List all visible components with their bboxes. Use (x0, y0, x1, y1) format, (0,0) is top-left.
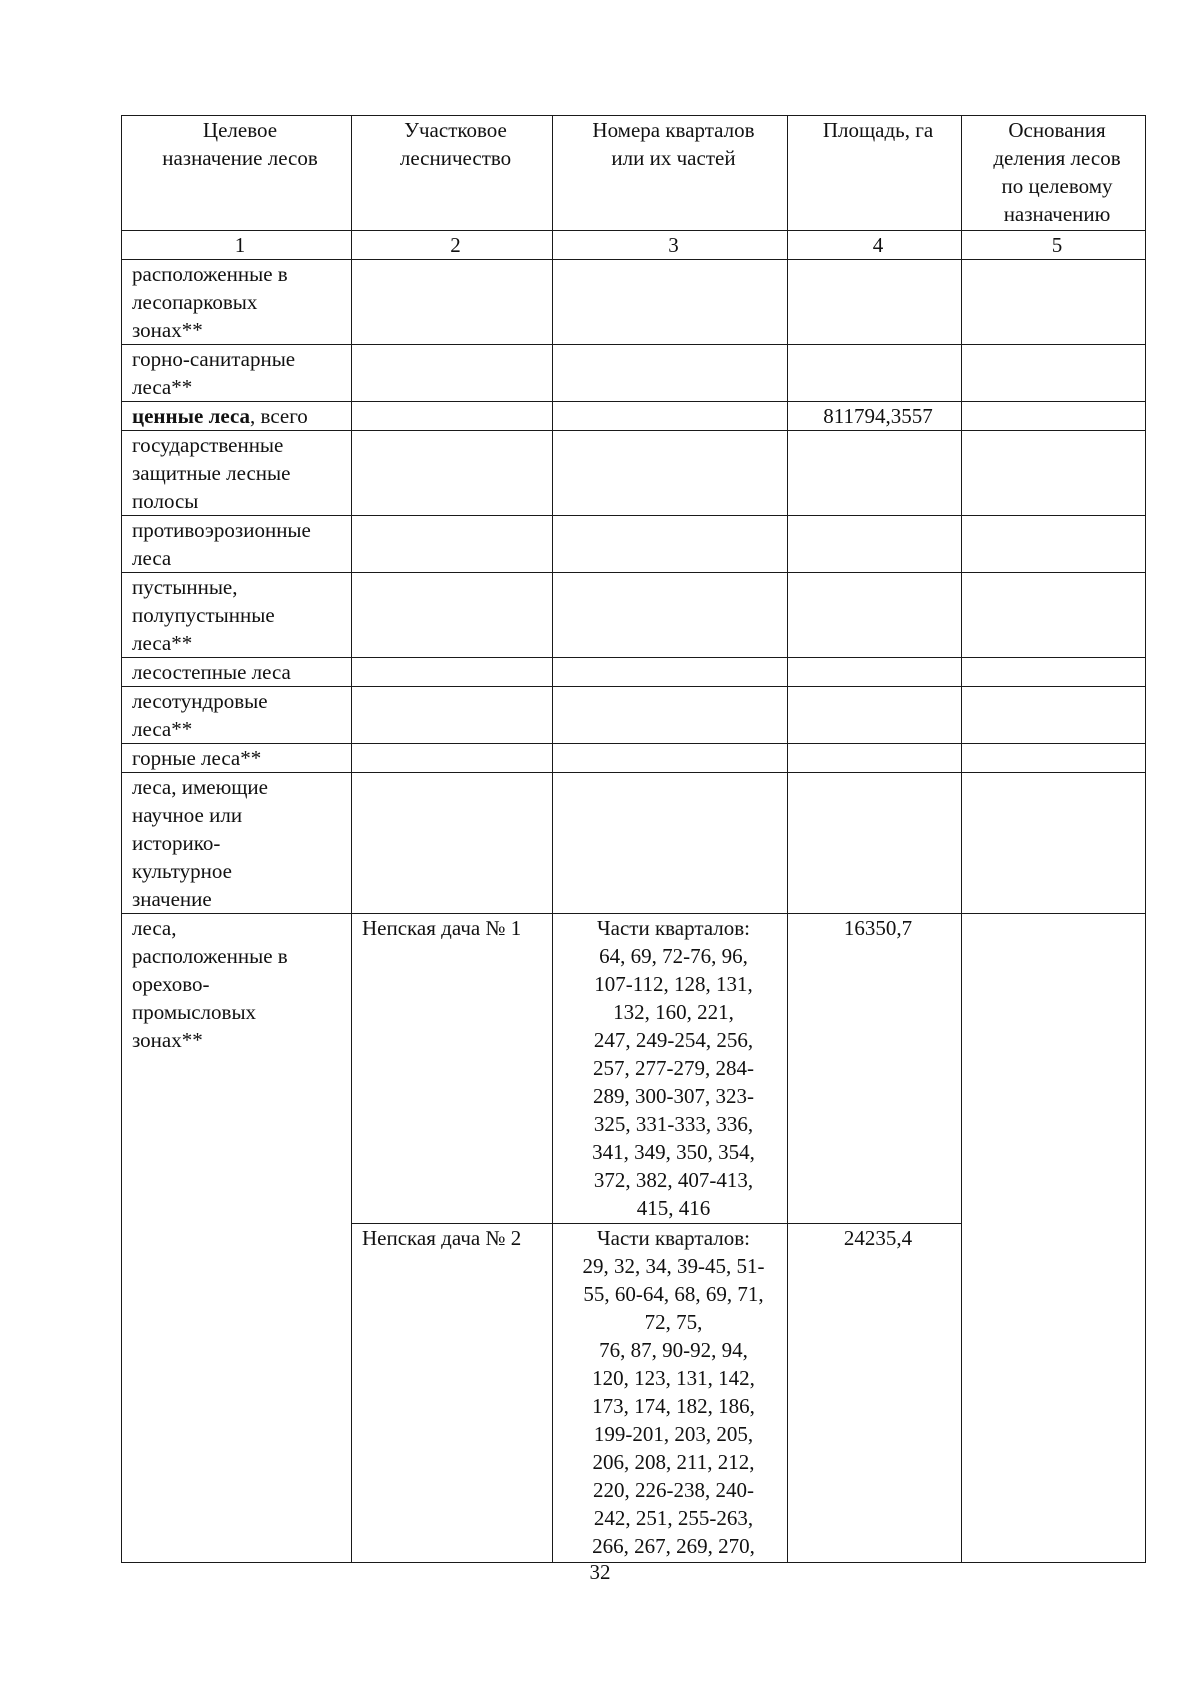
table-row (122, 773, 1146, 914)
table-row (122, 431, 1146, 516)
forestry-cell (352, 260, 553, 345)
basis-cell (962, 345, 1146, 402)
purpose-cell: государственные защитные лесные полосы (122, 431, 352, 516)
forestry-cell (352, 402, 553, 431)
quarters-cell (553, 573, 788, 658)
purpose-cell: горные леса** (122, 744, 352, 773)
column-number: 5 (962, 231, 1146, 260)
quarters-cell (553, 402, 788, 431)
purpose-cell (122, 402, 352, 431)
quarters-cell: Части кварталов: 64, 69, 72-76, 96, 107-112, 128, 131, 132, 160, 221, 247, 249-254, 256, 257, 277-279, 284- 289, 300-307, 323- 325, 331-333, 336, 341, 349, 350, 354, 372, 382, 407-413, 415, 416 (553, 914, 788, 1224)
purpose-bold-label: ценные леса (132, 404, 251, 428)
purpose-cell: пустынные, полупустынные леса** (122, 573, 352, 658)
column-number: 3 (553, 231, 788, 260)
purpose-cell: леса, имеющие научное или историко- культурное значение (122, 773, 352, 914)
column-number: 1 (122, 231, 352, 260)
area-cell: 811794,3557 (788, 402, 962, 431)
page-number: 32 (589, 1560, 611, 1584)
area-cell: 16350,7 (788, 914, 962, 1224)
purpose-cell: лесостепные леса (122, 658, 352, 687)
forestry-cell (352, 573, 553, 658)
basis-cell (962, 773, 1146, 914)
header-quarters: Номера кварталов или их частей (553, 116, 788, 231)
quarters-cell (553, 345, 788, 402)
basis-cell (962, 260, 1146, 345)
header-area: Площадь, га (788, 116, 962, 231)
table-row (122, 345, 1146, 402)
area-cell: 24235,4 (788, 1224, 962, 1563)
forestry-cell (352, 345, 553, 402)
purpose-label-rest: , всего (250, 404, 308, 428)
quarters-cell (553, 516, 788, 573)
forestry-cell (352, 773, 553, 914)
table-row (122, 260, 1146, 345)
forest-purpose-table (121, 115, 1146, 1563)
table-row (122, 914, 1146, 1224)
quarters-cell (553, 687, 788, 744)
purpose-cell: лесотундровые леса** (122, 687, 352, 744)
table-row (122, 516, 1146, 573)
purpose-cell: леса, расположенные в орехово- промысловых зонах** (122, 914, 352, 1563)
area-cell (788, 260, 962, 345)
forestry-cell (352, 516, 553, 573)
purpose-cell: противоэрозионные леса (122, 516, 352, 573)
header-purpose: Целевое назначение лесов (122, 116, 352, 231)
quarters-cell (553, 773, 788, 914)
table-row (122, 402, 1146, 431)
forestry-cell: Непская дача № 2 (352, 1224, 553, 1563)
area-cell (788, 658, 962, 687)
purpose-cell: горно-санитарные леса** (122, 345, 352, 402)
area-cell (788, 345, 962, 402)
quarters-cell (553, 744, 788, 773)
forestry-cell (352, 744, 553, 773)
forestry-cell: Непская дача № 1 (352, 914, 553, 1224)
table-row (122, 573, 1146, 658)
basis-cell (962, 687, 1146, 744)
basis-cell (962, 658, 1146, 687)
basis-cell (962, 914, 1146, 1563)
basis-cell (962, 573, 1146, 658)
area-cell (788, 573, 962, 658)
column-number-row (122, 231, 1146, 260)
basis-cell (962, 744, 1146, 773)
area-cell (788, 687, 962, 744)
purpose-cell: расположенные в лесопарковых зонах** (122, 260, 352, 345)
area-cell (788, 516, 962, 573)
quarters-cell (553, 431, 788, 516)
basis-cell (962, 402, 1146, 431)
area-cell (788, 744, 962, 773)
header-basis: Основания деления лесов по целевому назначению (962, 116, 1146, 231)
forestry-cell (352, 687, 553, 744)
column-number: 4 (788, 231, 962, 260)
table-row (122, 658, 1146, 687)
area-cell (788, 773, 962, 914)
table-row (122, 744, 1146, 773)
forestry-cell (352, 431, 553, 516)
quarters-cell: Части кварталов: 29, 32, 34, 39-45, 51- 55, 60-64, 68, 69, 71, 72, 75, 76, 87, 90-92, 94, 120, 123, 131, 142, 173, 174, 182, 186, 199-201, 203, 205, 206, 208, 211, 212, 220, 226-238, 240- 242, 251, 255-263, 266, 267, 269, 270, (553, 1224, 788, 1563)
area-cell (788, 431, 962, 516)
quarters-cell (553, 260, 788, 345)
basis-cell (962, 431, 1146, 516)
column-number: 2 (352, 231, 553, 260)
forestry-cell (352, 658, 553, 687)
quarters-cell (553, 658, 788, 687)
table-header-row (122, 116, 1146, 231)
header-forestry: Участковое лесничество (352, 116, 553, 231)
table-row (122, 687, 1146, 744)
basis-cell (962, 516, 1146, 573)
